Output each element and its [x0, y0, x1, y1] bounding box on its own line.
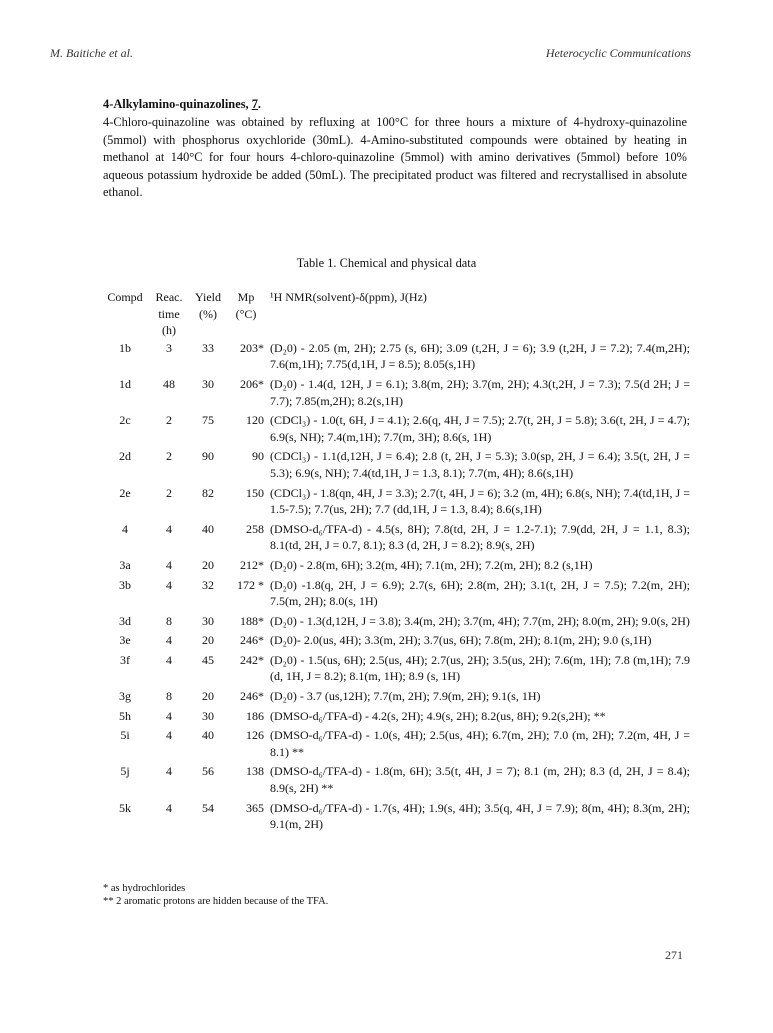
- cell-compd: 5h: [119, 708, 131, 723]
- cell-mp: 188*: [240, 613, 264, 628]
- table-row: [100, 651, 690, 687]
- cell-nmr: (CDCl₃) - 1.1(d,12H, J = 6.4); 2.8 (t, 2H, J = 5.3); 3.0(sp, 2H, J = 6.4); 3.5(t, 2H, J = 5.3); 6.9(s, NH); 7.4(td,1H, J = 1.3, 8.1); 7.7(m, 4H); 8.6(s,1H): [270, 449, 690, 480]
- cell-nmr: (D₂0) - 1.5(us, 6H); 2.5(us, 4H); 2.7(us, 2H); 3.5(us, 2H); 7.6(m, 1H); 7.8 (m,1H); 7.9 (d, 1H, J = 8.2); 8.1(m, 1H); 8.9 (s, 1H): [270, 652, 690, 684]
- cell-compd: 5j: [120, 764, 130, 779]
- col-reac-label-2: time: [158, 306, 180, 321]
- cell-yield: 30: [202, 613, 214, 628]
- cell-nmr: (CDCl₃) - 1.0(t, 6H, J = 4.1); 2.6(q, 4H, J = 7.5); 2.7(t, 2H, J = 5.8); 3.6(t, 2H, J = 4.7); 6.9(s, NH); 7.4(m,1H); 7.7(m, 3H); 8.6(s, 1H): [270, 413, 690, 444]
- cell-yield: 20: [202, 557, 214, 572]
- cell-yield: 40: [202, 521, 214, 536]
- cell-reaction-time: 2: [166, 485, 172, 500]
- cell-reaction-time: 48: [163, 376, 175, 391]
- cell-compd: 3d: [119, 613, 131, 628]
- cell-nmr: (DMSO-d₆/TFA-d) - 1.0(s, 4H); 2.5(us, 4H); 6.7(m, 2H); 7.0 (m, 2H); 7.2(m, 4H, J = 8.1) **: [270, 728, 690, 759]
- col-nmr: [264, 289, 690, 339]
- cell-reaction-time: 4: [166, 728, 172, 743]
- cell-mp: 258: [246, 521, 264, 536]
- cell-reaction-time: 4: [166, 764, 172, 779]
- cell-yield: 30: [202, 376, 214, 391]
- col-compd-label: Compd: [107, 290, 143, 304]
- cell-compd: 2d: [119, 449, 131, 464]
- cell-mp: 138: [246, 764, 264, 779]
- col-yield-label-2: (%): [199, 306, 217, 321]
- cell-yield: 82: [202, 485, 214, 500]
- cell-nmr: (D₂0) - 1.4(d, 12H, J = 6.1); 3.8(m, 2H); 3.7(m, 2H); 4.3(t,2H, J = 7.3); 7.5(d 2H; J = 7.7); 7.85(m,2H); 8.2(s,1H): [270, 376, 690, 408]
- cell-mp: 203*: [240, 340, 264, 355]
- cell-reaction-time: 4: [166, 708, 172, 723]
- cell-reaction-time: 8: [166, 613, 172, 628]
- cell-compd: 1d: [119, 376, 131, 391]
- experimental-section: [103, 96, 687, 201]
- table-row: [100, 762, 690, 798]
- col-mp: [228, 289, 264, 339]
- cell-compd: 5k: [119, 800, 131, 815]
- section-heading: [103, 96, 687, 113]
- footnote-hydrochlorides: * as hydrochlorides: [103, 883, 186, 894]
- cell-yield: 45: [202, 652, 214, 667]
- table-body: [100, 339, 690, 835]
- table-row: [100, 799, 690, 835]
- cell-reaction-time: 3: [166, 340, 172, 355]
- cell-yield: 54: [202, 800, 214, 815]
- section-heading-text: 4-Alkylamino-quinazolines,: [103, 97, 252, 111]
- cell-yield: 75: [202, 413, 214, 428]
- cell-nmr: (D₂0) - 3.7 (us,12H); 7.7(m, 2H); 7.9(m, 2H); 9.1(s, 1H): [270, 689, 541, 704]
- cell-reaction-time: 4: [166, 557, 172, 572]
- cell-compd: 1b: [119, 340, 131, 355]
- table-row: [100, 726, 690, 762]
- procedure-paragraph: 4-Chloro-quinazoline was obtained by refluxing at 100°C for three hours a mixture of 4-hydroxy-quinazoline (5mmol) with phosphorus oxychloride (30mL). 4-Amino-substituted compounds were obtained by heating in methanol at 140°C for four hours 4-chloro-quinazoline (5mmol) with amino derivatives (5mmol) before 10% aqueous potassium hydroxide be added (50mL). The precipitated product was filtered and recrystallised in absolute ethanol.: [103, 115, 687, 200]
- table-row: [100, 612, 690, 632]
- cell-mp: 246*: [240, 689, 264, 704]
- cell-compd: 2e: [119, 485, 131, 500]
- col-reac-label-1: Reac.: [155, 290, 183, 304]
- cell-mp: 90: [252, 449, 264, 464]
- cell-yield: 20: [202, 633, 214, 648]
- page-number: 271: [665, 948, 683, 962]
- table-header: [100, 289, 690, 339]
- table-row: [100, 631, 690, 651]
- table-row: [100, 447, 690, 483]
- cell-nmr: (CDCl₃) - 1.8(qn, 4H, J = 3.3); 2.7(t, 4H, J = 6); 3.2 (m, 4H); 6.8(s, NH); 7.4(td,1H, J = 1.5-7.5); 7.7(us, 2H); 7.7 (dd,1H, J = 1.3, 8.4); 8.6(s,1H): [270, 485, 690, 517]
- cell-nmr: (DMSO-d₆/TFA-d) - 4.2(s, 2H); 4.9(s, 2H); 8.2(us, 8H); 9.2(s,2H); **: [270, 708, 606, 723]
- running-head-authors: M. Baitiche et al.: [50, 46, 133, 60]
- cell-mp: 206*: [240, 376, 264, 391]
- col-reac-time: [150, 289, 188, 339]
- cell-nmr: (D₂0) -1.8(q, 2H, J = 6.9); 2.7(s, 6H); 2.8(m, 2H); 3.1(t, 2H, J = 7.5); 7.2(m, 2H); 7.5(m, 2H); 8.0(s, 1H): [270, 577, 690, 609]
- cell-reaction-time: 8: [166, 689, 172, 704]
- table-row: [100, 484, 690, 520]
- cell-nmr: (DMSO-d₆/TFA-d) - 1.8(m, 6H); 3.5(t, 4H, J = 7); 8.1 (m, 2H); 8.3 (d, 2H, J = 8.4); 8.9(s, 2H) **: [270, 764, 690, 796]
- col-yield-label-1: Yield: [195, 290, 221, 304]
- table-caption: Table 1. Chemical and physical data: [296, 256, 477, 270]
- table-row: [100, 687, 690, 707]
- cell-mp: 120: [246, 413, 264, 428]
- cell-yield: 33: [202, 340, 214, 355]
- cell-reaction-time: 4: [166, 577, 172, 592]
- cell-yield: 40: [202, 728, 214, 743]
- cell-reaction-time: 4: [166, 521, 172, 536]
- table-row: [100, 411, 690, 447]
- running-head-journal: Heterocyclic Communications: [545, 46, 691, 60]
- cell-mp: 242*: [240, 652, 264, 667]
- cell-compd: 3f: [120, 652, 130, 667]
- table-row: [100, 339, 690, 375]
- cell-compd: 3e: [119, 633, 131, 648]
- col-reac-label-3: (h): [162, 323, 176, 338]
- table-row: [100, 520, 690, 556]
- cell-nmr: (DMSO-d₆/TFA-d) - 4.5(s, 8H); 7.8(td, 2H, J = 1.2-7.1); 7.9(dd, 2H, J = 1.1, 8.3); 8.1(td, 2H, J = 0.7, 8.1); 8.3 (d, 2H, J = 8.2); 8.9(s, 2H): [270, 521, 690, 553]
- compound-reference: 7: [251, 97, 258, 111]
- cell-reaction-time: 4: [166, 633, 172, 648]
- cell-yield: 20: [202, 689, 214, 704]
- cell-compd: 3b: [119, 577, 131, 592]
- cell-reaction-time: 4: [166, 800, 172, 815]
- cell-compd: 5i: [120, 728, 130, 743]
- table-footnotes: [103, 882, 328, 908]
- chemical-physical-data-table: [100, 289, 690, 835]
- cell-nmr: (D₂0) - 1.3(d,12H, J = 3.8); 3.4(m, 2H); 3.7(m, 4H); 7.7(m, 2H); 8.0(m, 2H); 9.0(s, 2H): [270, 613, 690, 628]
- cell-compd: 3g: [119, 689, 131, 704]
- cell-reaction-time: 4: [166, 652, 172, 667]
- cell-nmr: (D₂0)- 2.0(us, 4H); 3.3(m, 2H); 3.7(us, 6H); 7.8(m, 2H); 8.1(m, 2H); 9.0 (s,1H): [270, 633, 652, 648]
- cell-nmr: (DMSO-d₆/TFA-d) - 1.7(s, 4H); 1.9(s, 4H); 3.5(q, 4H, J = 7.9); 8(m, 4H); 8.3(m, 2H); 9.1(m, 2H): [270, 800, 690, 832]
- cell-mp: 126: [246, 728, 264, 743]
- col-mp-label-2: (°C): [235, 306, 257, 321]
- cell-nmr: (D₂0) - 2.05 (m, 2H); 2.75 (s, 6H); 3.09 (t,2H, J = 6); 3.9 (t,2H, J = 7.2); 7.4(m,2H); 7.6(m,1H); 7.75(d,1H, J = 8.5); 8.05(s,1H): [270, 340, 690, 372]
- header-row: [100, 289, 690, 339]
- cell-mp: 212*: [240, 557, 264, 572]
- section-heading-period: .: [257, 97, 262, 111]
- cell-compd: 3a: [119, 557, 131, 572]
- cell-reaction-time: 2: [166, 413, 172, 428]
- cell-mp: 365: [246, 800, 264, 815]
- table-row: [100, 576, 690, 612]
- col-mp-label-1: Mp: [237, 290, 255, 304]
- cell-mp: 150: [246, 485, 264, 500]
- col-compd: [100, 289, 150, 339]
- footnote-tfa: ** 2 aromatic protons are hidden because of the TFA.: [103, 896, 329, 907]
- cell-mp: 246*: [240, 633, 264, 648]
- cell-reaction-time: 2: [166, 449, 172, 464]
- table-row: [100, 375, 690, 411]
- col-yield: [188, 289, 228, 339]
- table-row: [100, 556, 690, 576]
- cell-yield: 30: [202, 708, 214, 723]
- cell-yield: 56: [202, 764, 214, 779]
- cell-mp: 172 *: [237, 577, 264, 592]
- cell-yield: 32: [202, 577, 214, 592]
- col-nmr-label: ¹H NMR(solvent)-δ(ppm), J(Hz): [270, 290, 427, 304]
- cell-nmr: (D₂0) - 2.8(m, 6H); 3.2(m, 4H); 7.1(m, 2H); 7.2(m, 2H); 8.2 (s,1H): [270, 557, 593, 572]
- cell-yield: 90: [202, 449, 214, 464]
- table-row: [100, 707, 690, 727]
- cell-compd: 2c: [119, 413, 131, 428]
- cell-mp: 186: [246, 708, 264, 723]
- cell-compd: 4: [122, 521, 128, 536]
